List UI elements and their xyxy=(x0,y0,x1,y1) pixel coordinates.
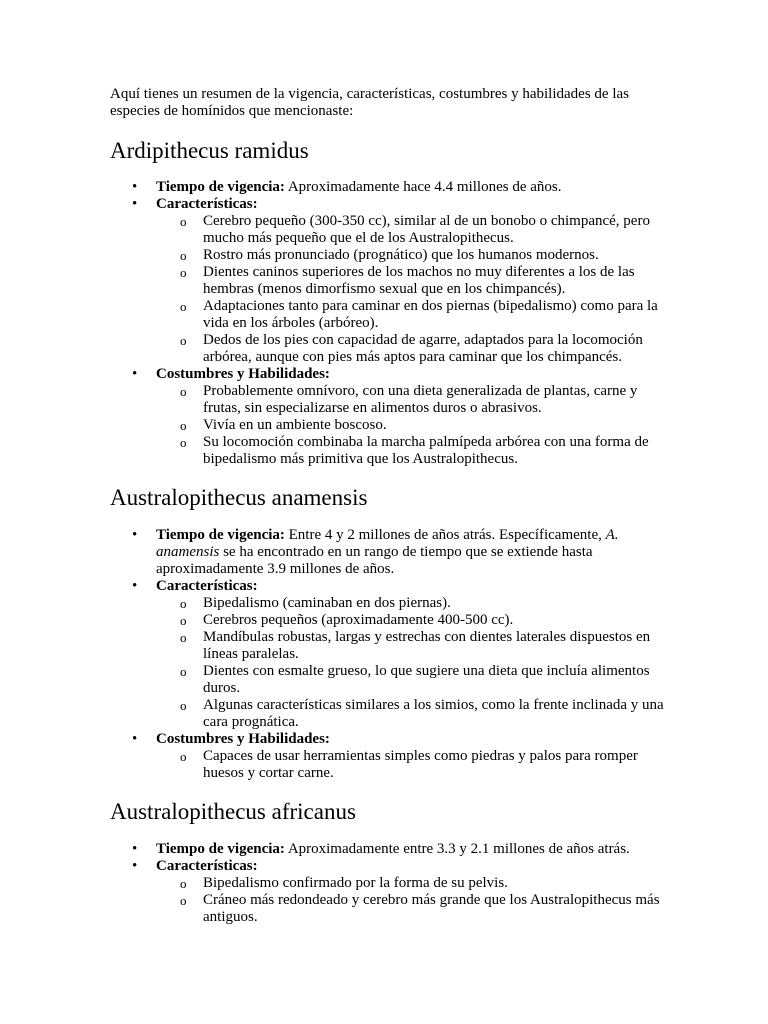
sublist-item: o Dientes caninos superiores de los machos no muy diferentes a los de las hembras (menos dimorfismo sexual que en los chimpancés). xyxy=(156,264,670,298)
costumbres-sublist xyxy=(156,383,670,468)
list-item-tiempo xyxy=(110,841,670,858)
intro-paragraph: Aquí tienes un resumen de la vigencia, características, costumbres y habilidades de las especies de homínidos que mencionaste: xyxy=(110,86,629,119)
costumbres-label: Costumbres y Habilidades: xyxy=(156,366,330,382)
section-title-ardipithecus: Ardipithecus ramidus xyxy=(110,138,309,163)
species-name-italic: A. anamensis xyxy=(156,527,619,560)
list-item-tiempo xyxy=(110,527,670,578)
sublist-item: o Algunas características similares a los simios, como la frente inclinada y una cara prognática. xyxy=(156,697,670,731)
tiempo-label: Tiempo de vigencia: xyxy=(156,527,285,543)
sublist-item: o Cerebro pequeño (300-350 cc), similar al de un bonobo o chimpancé, pero mucho más pequeño que el de los Australopithecus. xyxy=(156,213,670,247)
costumbres-label: Costumbres y Habilidades: xyxy=(156,731,330,747)
section-list-ardipithecus xyxy=(110,179,670,468)
list-item-costumbres xyxy=(110,366,670,468)
sublist-item: o Dedos de los pies con capacidad de agarre, adaptados para la locomoción arbórea, aunque con pies más aptos para caminar que los chimpancés. xyxy=(156,332,670,366)
sublist-item: o Adaptaciones tanto para caminar en dos piernas (bipedalismo) como para la vida en los árboles (arbóreo). xyxy=(156,298,670,332)
costumbres-sublist xyxy=(156,748,670,782)
sublist-item: o Cráneo más redondeado y cerebro más grande que los Australopithecus más antiguos. xyxy=(156,892,670,926)
sublist-item: o Dientes con esmalte grueso, lo que sugiere una dieta que incluía alimentos duros. xyxy=(156,663,670,697)
caracteristicas-sublist xyxy=(156,213,670,366)
sublist-item: o Cerebros pequeños (aproximadamente 400-500 cc). xyxy=(156,612,670,629)
tiempo-text: Aproximadamente hace 4.4 millones de años. xyxy=(284,179,562,195)
sublist-item: o Su locomoción combinaba la marcha palmípeda arbórea con una forma de bipedalismo más primitiva que los Australopithecus. xyxy=(156,434,670,468)
sublist-item: o Capaces de usar herramientas simples como piedras y palos para romper huesos y cortar carne. xyxy=(156,748,670,782)
sublist-item: o Mandíbulas robustas, largas y estrechas con dientes laterales dispuestos en líneas paralelas. xyxy=(156,629,670,663)
sublist-item: o Bipedalismo confirmado por la forma de su pelvis. xyxy=(156,875,670,892)
list-item-caracteristicas xyxy=(110,858,670,926)
tiempo-text: Aproximadamente entre 3.3 y 2.1 millones de años atrás. xyxy=(284,841,630,857)
list-item-costumbres xyxy=(110,731,670,782)
list-item-caracteristicas xyxy=(110,196,670,366)
tiempo-text-continued: se ha encontrado en un rango de tiempo que se extiende hasta aproximadamente 3.9 millones de años. xyxy=(156,544,593,577)
section-list-africanus xyxy=(110,841,670,926)
sublist-item: o Vivía en un ambiente boscoso. xyxy=(156,417,670,434)
list-item-tiempo xyxy=(110,179,670,196)
sublist-item: o Bipedalismo (caminaban en dos piernas). xyxy=(156,595,670,612)
caracteristicas-sublist xyxy=(156,595,670,731)
caracteristicas-label: Características: xyxy=(156,578,258,594)
caracteristicas-label: Características: xyxy=(156,858,258,874)
tiempo-text: Entre 4 y 2 millones de años atrás. Específicamente, xyxy=(284,527,606,543)
tiempo-label: Tiempo de vigencia: xyxy=(156,179,285,195)
sublist-item: o Probablemente omnívoro, con una dieta generalizada de plantas, carne y frutas, sin especializarse en alimentos duros o abrasivos. xyxy=(156,383,670,417)
section-title-anamensis: Australopithecus anamensis xyxy=(110,485,368,510)
list-item-caracteristicas xyxy=(110,578,670,731)
tiempo-label: Tiempo de vigencia: xyxy=(156,841,285,857)
section-title-africanus: Australopithecus africanus xyxy=(110,799,356,824)
caracteristicas-label: Características: xyxy=(156,196,258,212)
section-list-anamensis xyxy=(110,527,670,782)
sublist-item: o Rostro más pronunciado (prognático) que los humanos modernos. xyxy=(156,247,670,264)
caracteristicas-sublist xyxy=(156,875,670,926)
